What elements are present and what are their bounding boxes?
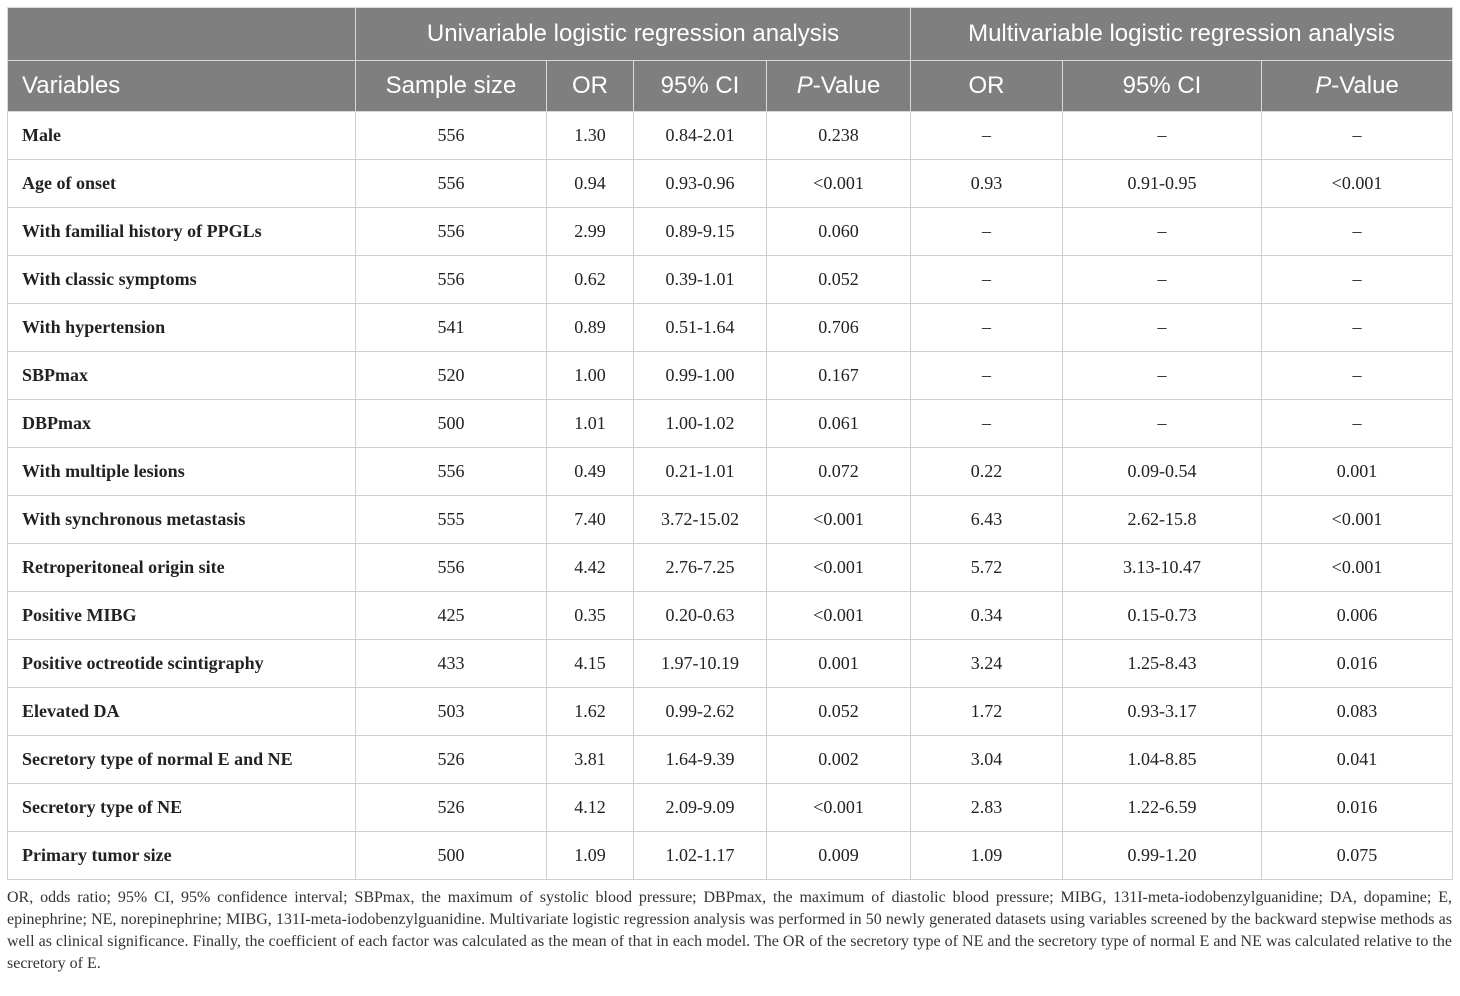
cell-variable: Secretory type of NE [8, 784, 356, 832]
cell-variable: With hypertension [8, 304, 356, 352]
multivariable-group-header: Multivariable logistic regression analysis [911, 8, 1453, 61]
cell-multi-p-value: – [1262, 304, 1453, 352]
cell-multi-or: 0.34 [911, 592, 1063, 640]
cell-multi-ci: – [1063, 208, 1262, 256]
cell-uni-or: 1.09 [547, 832, 634, 880]
cell-multi-ci: – [1063, 304, 1262, 352]
regression-table-container [7, 7, 1452, 880]
cell-uni-p-value: 0.052 [767, 256, 911, 304]
p-italic: P [1315, 72, 1332, 99]
cell-uni-or: 0.62 [547, 256, 634, 304]
cell-uni-p-value: 0.001 [767, 640, 911, 688]
blank-header-cell [8, 8, 356, 61]
cell-sample-size: 556 [356, 256, 547, 304]
cell-multi-or: – [911, 352, 1063, 400]
cell-uni-ci: 3.72-15.02 [634, 496, 767, 544]
table-row [8, 544, 1453, 592]
cell-uni-or: 2.99 [547, 208, 634, 256]
table-row [8, 352, 1453, 400]
cell-sample-size: 526 [356, 784, 547, 832]
cell-sample-size: 541 [356, 304, 547, 352]
cell-multi-ci: 0.15-0.73 [1063, 592, 1262, 640]
cell-uni-p-value: <0.001 [767, 784, 911, 832]
table-row [8, 592, 1453, 640]
cell-uni-p-value: <0.001 [767, 592, 911, 640]
cell-uni-p-value: <0.001 [767, 544, 911, 592]
cell-uni-ci: 0.99-2.62 [634, 688, 767, 736]
cell-multi-ci: 3.13-10.47 [1063, 544, 1262, 592]
p-italic: P [796, 72, 813, 99]
cell-uni-ci: 0.21-1.01 [634, 448, 767, 496]
table-row [8, 160, 1453, 208]
cell-multi-p-value: 0.075 [1262, 832, 1453, 880]
cell-multi-p-value: 0.016 [1262, 640, 1453, 688]
cell-uni-ci: 0.99-1.00 [634, 352, 767, 400]
col-multi-or: OR [911, 61, 1063, 112]
cell-uni-or: 0.89 [547, 304, 634, 352]
cell-variable: Age of onset [8, 160, 356, 208]
col-uni-or: OR [547, 61, 634, 112]
cell-multi-or: 1.72 [911, 688, 1063, 736]
col-multi-p-value [1262, 61, 1453, 112]
cell-multi-or: 3.04 [911, 736, 1063, 784]
cell-variable: With synchronous metastasis [8, 496, 356, 544]
cell-multi-ci: – [1063, 352, 1262, 400]
cell-variable: Positive octreotide scintigraphy [8, 640, 356, 688]
cell-multi-ci: – [1063, 256, 1262, 304]
col-uni-ci: 95% CI [634, 61, 767, 112]
cell-multi-p-value: <0.001 [1262, 496, 1453, 544]
table-row [8, 400, 1453, 448]
cell-uni-p-value: 0.706 [767, 304, 911, 352]
cell-sample-size: 503 [356, 688, 547, 736]
cell-sample-size: 433 [356, 640, 547, 688]
cell-uni-p-value: <0.001 [767, 496, 911, 544]
cell-variable: Retroperitoneal origin site [8, 544, 356, 592]
cell-multi-or: – [911, 208, 1063, 256]
cell-multi-p-value: – [1262, 256, 1453, 304]
cell-multi-ci: 1.04-8.85 [1063, 736, 1262, 784]
cell-uni-ci: 0.39-1.01 [634, 256, 767, 304]
cell-uni-ci: 1.02-1.17 [634, 832, 767, 880]
table-row [8, 448, 1453, 496]
cell-uni-or: 4.12 [547, 784, 634, 832]
cell-multi-p-value: 0.083 [1262, 688, 1453, 736]
cell-multi-or: – [911, 112, 1063, 160]
cell-multi-ci: 1.25-8.43 [1063, 640, 1262, 688]
col-uni-p-value [767, 61, 911, 112]
cell-multi-or: – [911, 400, 1063, 448]
cell-uni-or: 0.49 [547, 448, 634, 496]
cell-uni-ci: 1.00-1.02 [634, 400, 767, 448]
cell-uni-or: 3.81 [547, 736, 634, 784]
cell-uni-p-value: 0.060 [767, 208, 911, 256]
cell-multi-ci: – [1063, 112, 1262, 160]
table-row [8, 112, 1453, 160]
p-suffix: -Value [1331, 72, 1399, 99]
cell-multi-ci: 0.93-3.17 [1063, 688, 1262, 736]
cell-variable: Positive MIBG [8, 592, 356, 640]
cell-uni-ci: 0.89-9.15 [634, 208, 767, 256]
cell-multi-p-value: 0.001 [1262, 448, 1453, 496]
column-header-row [8, 61, 1453, 112]
cell-uni-p-value: 0.072 [767, 448, 911, 496]
cell-multi-or: 0.22 [911, 448, 1063, 496]
cell-uni-or: 1.30 [547, 112, 634, 160]
cell-variable: Elevated DA [8, 688, 356, 736]
cell-multi-p-value: – [1262, 400, 1453, 448]
cell-sample-size: 520 [356, 352, 547, 400]
table-row [8, 496, 1453, 544]
cell-uni-ci: 2.76-7.25 [634, 544, 767, 592]
cell-multi-p-value: – [1262, 352, 1453, 400]
cell-sample-size: 526 [356, 736, 547, 784]
table-footnote: OR, odds ratio; 95% CI, 95% confidence interval; SBPmax, the maximum of systolic blood pressure; DBPmax, the maximum of diastolic blood pressure; MIBG, 131I-meta-iodobenzylguanidine; DA, dopamine; E, epinephrine; NE, norepinephrine; MIBG, 131I-meta-iodobenzylguanidine. Multivariate logistic regression analysis was performed in 50 newly generated datasets using variables screened by the backward stepwise methods as well as clinical significance. Finally, the coefficient of each factor was calculated as the mean of that in each model. The OR of the secretory type of NE and the secretory type of normal E and NE was calculated relative to the secretory of E. [7, 889, 1452, 972]
table-row [8, 256, 1453, 304]
cell-uni-or: 4.42 [547, 544, 634, 592]
cell-uni-or: 4.15 [547, 640, 634, 688]
cell-uni-p-value: 0.238 [767, 112, 911, 160]
p-suffix: -Value [812, 72, 881, 99]
cell-variable: With classic symptoms [8, 256, 356, 304]
table-row [8, 736, 1453, 784]
cell-multi-or: 6.43 [911, 496, 1063, 544]
table-body [8, 112, 1453, 880]
cell-uni-p-value: 0.167 [767, 352, 911, 400]
cell-variable: Male [8, 112, 356, 160]
cell-variable: Primary tumor size [8, 832, 356, 880]
group-header-row [8, 8, 1453, 61]
cell-multi-ci: 0.09-0.54 [1063, 448, 1262, 496]
cell-uni-p-value: 0.002 [767, 736, 911, 784]
cell-uni-ci: 0.20-0.63 [634, 592, 767, 640]
cell-sample-size: 555 [356, 496, 547, 544]
cell-multi-or: 1.09 [911, 832, 1063, 880]
table-row [8, 640, 1453, 688]
cell-variable: Secretory type of normal E and NE [8, 736, 356, 784]
table-row [8, 784, 1453, 832]
cell-multi-or: 0.93 [911, 160, 1063, 208]
cell-multi-or: – [911, 304, 1063, 352]
cell-multi-p-value: 0.016 [1262, 784, 1453, 832]
table-row [8, 688, 1453, 736]
cell-multi-p-value: 0.006 [1262, 592, 1453, 640]
cell-sample-size: 500 [356, 400, 547, 448]
cell-uni-or: 0.94 [547, 160, 634, 208]
table-row [8, 208, 1453, 256]
cell-sample-size: 556 [356, 208, 547, 256]
cell-variable: SBPmax [8, 352, 356, 400]
cell-variable: With multiple lesions [8, 448, 356, 496]
cell-multi-p-value: <0.001 [1262, 160, 1453, 208]
col-multi-ci: 95% CI [1063, 61, 1262, 112]
cell-uni-ci: 0.93-0.96 [634, 160, 767, 208]
cell-multi-p-value: <0.001 [1262, 544, 1453, 592]
cell-sample-size: 556 [356, 112, 547, 160]
cell-uni-ci: 0.84-2.01 [634, 112, 767, 160]
cell-multi-p-value: – [1262, 208, 1453, 256]
cell-sample-size: 556 [356, 160, 547, 208]
cell-sample-size: 500 [356, 832, 547, 880]
cell-variable: With familial history of PPGLs [8, 208, 356, 256]
cell-multi-ci: 2.62-15.8 [1063, 496, 1262, 544]
cell-variable: DBPmax [8, 400, 356, 448]
cell-multi-ci: 0.91-0.95 [1063, 160, 1262, 208]
cell-uni-ci: 2.09-9.09 [634, 784, 767, 832]
cell-uni-ci: 1.97-10.19 [634, 640, 767, 688]
univariable-group-header: Univariable logistic regression analysis [356, 8, 911, 61]
cell-multi-or: – [911, 256, 1063, 304]
cell-multi-ci: 0.99-1.20 [1063, 832, 1262, 880]
cell-multi-ci: 1.22-6.59 [1063, 784, 1262, 832]
cell-uni-ci: 0.51-1.64 [634, 304, 767, 352]
cell-uni-p-value: 0.009 [767, 832, 911, 880]
cell-uni-or: 1.01 [547, 400, 634, 448]
cell-sample-size: 425 [356, 592, 547, 640]
cell-multi-ci: – [1063, 400, 1262, 448]
cell-multi-p-value: 0.041 [1262, 736, 1453, 784]
cell-multi-or: 3.24 [911, 640, 1063, 688]
cell-uni-or: 1.62 [547, 688, 634, 736]
cell-uni-or: 0.35 [547, 592, 634, 640]
cell-multi-or: 5.72 [911, 544, 1063, 592]
cell-uni-or: 7.40 [547, 496, 634, 544]
table-row [8, 832, 1453, 880]
cell-multi-or: 2.83 [911, 784, 1063, 832]
cell-uni-p-value: 0.061 [767, 400, 911, 448]
cell-uni-ci: 1.64-9.39 [634, 736, 767, 784]
cell-sample-size: 556 [356, 448, 547, 496]
cell-sample-size: 556 [356, 544, 547, 592]
cell-uni-p-value: <0.001 [767, 160, 911, 208]
table-row [8, 304, 1453, 352]
cell-multi-p-value: – [1262, 112, 1453, 160]
regression-table [7, 7, 1453, 880]
cell-uni-or: 1.00 [547, 352, 634, 400]
col-variables: Variables [8, 61, 356, 112]
cell-uni-p-value: 0.052 [767, 688, 911, 736]
col-sample-size: Sample size [356, 61, 547, 112]
